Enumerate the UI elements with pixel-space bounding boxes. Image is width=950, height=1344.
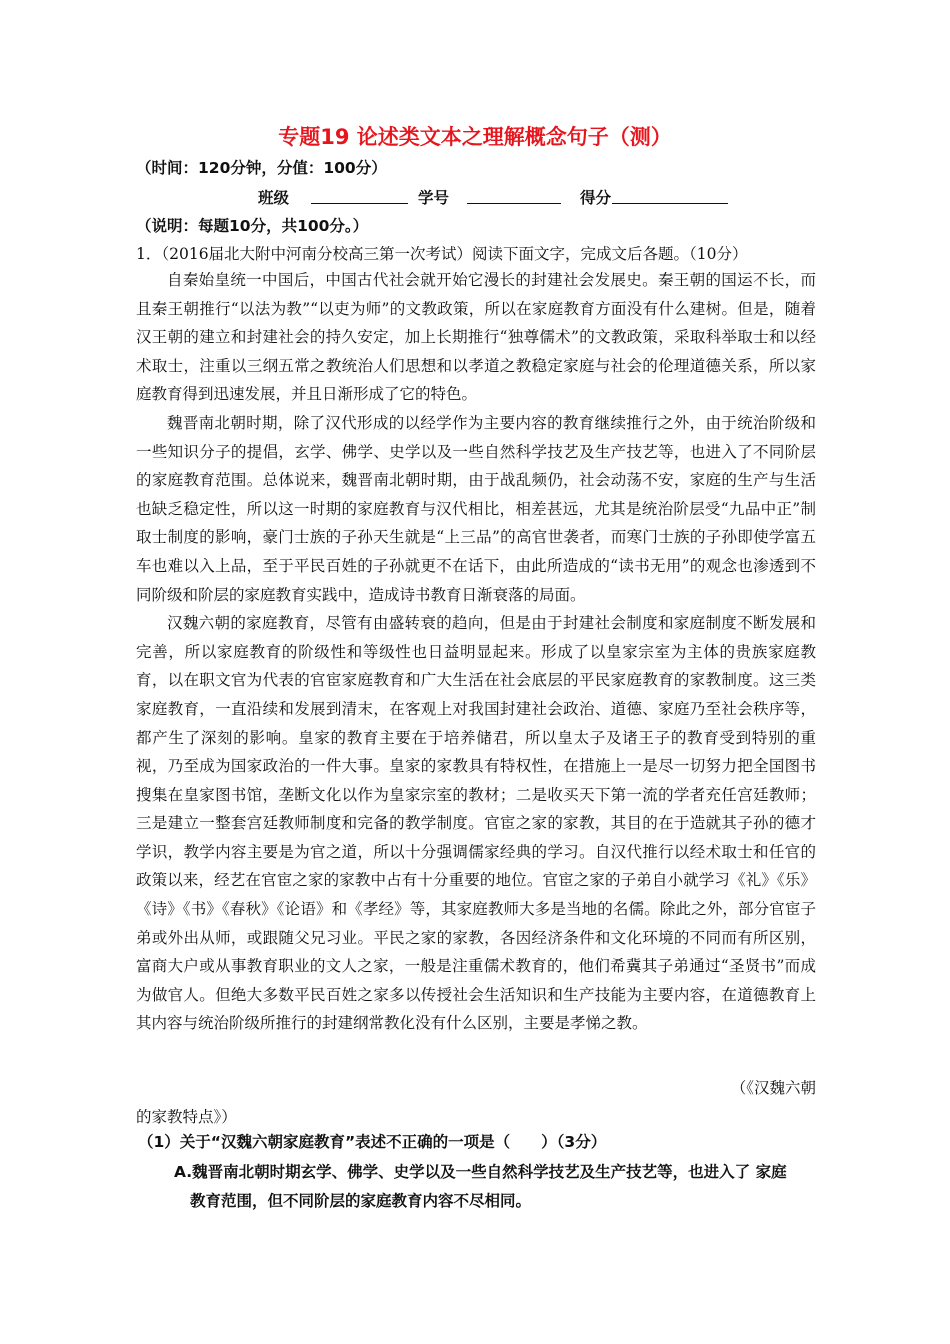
option-a-line-1: A.魏晋南北朝时期玄学、佛学、史学以及一些自然科学技艺及生产技艺等，也进入了 家庭 bbox=[174, 1163, 787, 1181]
passage-source bbox=[136, 1074, 816, 1131]
page-title: 专题19 论述类文本之理解概念句子（测） bbox=[278, 125, 672, 149]
passage-paragraph-3: 汉魏六朝的家庭教育，尽管有由盛转衰的趋向，但是由于封建社会制度和家庭制度不断发展和完善，所以家庭教育的阶级性和等级性也日益明显起来。形成了以皇家宗室为主体的贵族家庭教育，以在职文官为代表的官宦家庭教育和广大生活在社会底层的平民家庭教育的家教制度。这三类家庭教育，一直沿续和发展到清末，在客观上对我国封建社会政治、道德、家庭乃至社会秩序等，都产生了深刻的影响。皇家的教育主要在于培养储君，所以皇太子及诸王子的教育受到特别的重视，乃至成为国家政治的一件大事。皇家的家教具有特权性，在措施上一是尽一切努力把全国图书搜集在皇家图书馆，垄断文化以作为皇家宗室的教材；二是收买天下第一流的学者充任宫廷教师；三是建立一整套宫廷教师制度和完备的教学制度。官宦之家的家教，其目的在于造就其子孙的德才学识，教学内容主要是为官之道，所以十分强调儒家经典的学习。自汉代推行以经术取士和任官的政策以来，经艺在官宦之家的家教中占有十分重要的地位。官宦之家的子弟自小就学习《礼》《乐》《诗》《书》《春秋》《论语》和《孝经》等，其家庭教师大多是当地的名儒。除此之外，部分官宦子弟或外出从师，或跟随父兄习业。平民之家的家教，各因经济条件和文化环境的不同而有所区别，富商大户或从事教育职业的文人之家，一般是注重儒术教育的，他们希冀其子弟通过“圣贤书”而成为做官人。但绝大多数平民百姓之家多以传授社会生活知识和生产技能为主要内容，在道德教育上其内容与统治阶级所推行的封建纲常教化没有什么区别，主要是孝悌之教。 bbox=[136, 614, 816, 1033]
option-a bbox=[174, 1158, 818, 1216]
sub-question-1: （1）关于“汉魏六朝家庭教育”表述不正确的一项是（ ）（3分） bbox=[138, 1133, 607, 1151]
source-line-1: （《汉魏六朝 bbox=[730, 1079, 816, 1097]
passage-paragraph-1: 自秦始皇统一中国后，中国古代社会就开始它漫长的封建社会发展史。秦王朝的国运不长，而且秦王朝推行“以法为教”“以吏为师”的文教政策，所以在家庭教育方面没有什么建树。但是，随着汉王朝的建立和封建社会的持久安定，加上长期推行“独尊儒术”的文教政策，采取科举取士和以经术取士，注重以三纲五常之教统治人们思想和以孝道之教稳定家庭与社会的伦理道德关系，所以家庭教育得到迅速发展，并且日渐形成了它的特色。 bbox=[136, 271, 816, 404]
source-line-2: 的家教特点》） bbox=[136, 1107, 237, 1126]
class-blank bbox=[311, 203, 408, 204]
score-blank bbox=[612, 203, 728, 204]
reading-passage bbox=[136, 266, 816, 1038]
time-info: （时间：120分钟，分值：100分） bbox=[136, 159, 387, 177]
student-id-blank bbox=[467, 203, 561, 204]
passage-paragraph-2: 魏晋南北朝时期，除了汉代形成的以经学作为主要内容的教育继续推行之外，由于统治阶级和一些知识分子的提倡，玄学、佛学、史学以及一些自然科学技艺及生产技艺等，也进入了不同阶层的家庭教育范围。总体说来，魏晋南北朝时期，由于战乱频仍，社会动荡不安，家庭的生产与生活也缺乏稳定性，所以这一时期的家庭教育与汉代相比，相差甚远，尤其是统治阶层受“九品中正”制取士制度的影响，豪门士族的子孙天生就是“上三品”的高官世袭者，而寒门士族的子孙即使学富五车也难以入上品，至于平民百姓的子孙就更不在话下，由此所造成的“读书无用”的观念也渗透到不同阶级和阶层的家庭教育实践中，造成诗书教育日渐衰落的局面。 bbox=[136, 413, 816, 604]
instructions-note: （说明：每题10分，共100分。） bbox=[136, 217, 369, 235]
class-label: 班级 bbox=[258, 189, 290, 207]
student-id-label: 学号 bbox=[418, 189, 450, 207]
option-a-line-2: 教育范围，但不同阶层的家庭教育内容不尽相同。 bbox=[190, 1192, 532, 1210]
question-intro: 1．（2016届北大附中河南分校高三第一次考试）阅读下面文字，完成文后各题。（10分） bbox=[136, 245, 748, 263]
score-label: 得分 bbox=[580, 189, 612, 207]
